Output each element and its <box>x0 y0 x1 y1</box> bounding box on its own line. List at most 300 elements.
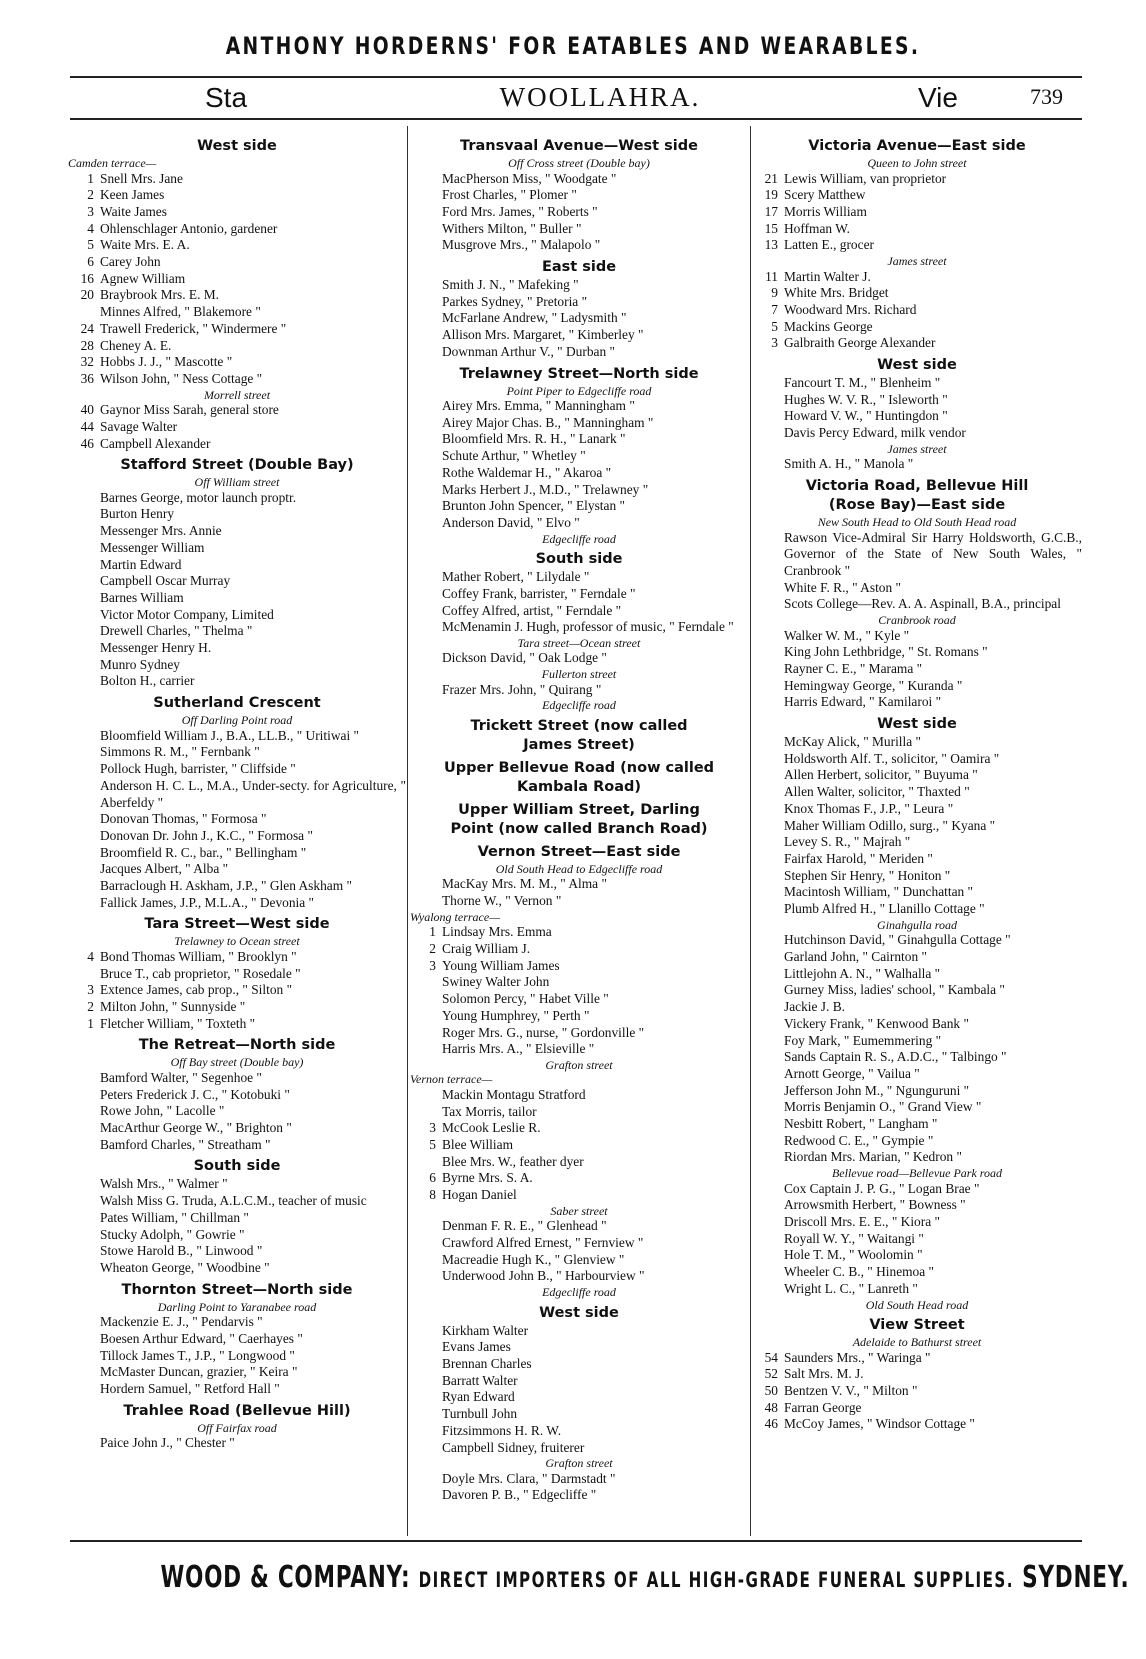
resident-entry: Bamford Walter, " Segenhoe " <box>100 1069 262 1085</box>
resident-entry: Schute Arthur, " Whetley " <box>442 448 586 464</box>
numbered-entry <box>752 221 1082 238</box>
resident-name: Hogan Daniel <box>442 1187 517 1203</box>
resident-name: Wilson John, " Ness Cottage " <box>100 370 263 386</box>
resident-name: Waite James <box>100 203 167 219</box>
house-number: 44 <box>80 418 94 434</box>
resident-entry: Underwood John B., " Harbourview " <box>442 1268 645 1284</box>
street-heading: Victoria Road, Bellevue Hill <box>805 478 1029 495</box>
resident-entry: Rowe John, " Lacolle " <box>100 1103 225 1119</box>
numbered-entry <box>68 187 406 204</box>
cross-street-note: Old South Head to Edgecliffe road <box>495 861 663 876</box>
resident-entry: Stowe Harold B., " Linwood " <box>100 1243 263 1259</box>
resident-entry: Rothe Waldemar H., " Akaroa " <box>442 464 612 480</box>
street-heading: The Retreat—North side <box>138 1037 336 1054</box>
house-number: 15 <box>764 220 778 236</box>
numbered-entry <box>752 1400 1082 1417</box>
resident-entry: Allen Walter, solicitor, " Thaxted " <box>784 784 970 800</box>
resident-entry: Barratt Walter <box>442 1372 518 1388</box>
resident-entry: Stucky Adolph, " Gowrie " <box>100 1226 245 1242</box>
street-heading: Tara Street—West side <box>144 916 330 933</box>
resident-entry: Hole T. M., " Woolomin " <box>784 1247 923 1263</box>
house-number: 13 <box>764 237 778 253</box>
terrace-label: Vernon terrace— <box>410 1072 493 1087</box>
resident-entry: Fairfax Harold, " Meriden " <box>784 851 933 866</box>
resident-entry: Anderson David, " Elvo " <box>442 514 580 530</box>
resident-entry: Coffey Frank, barrister, " Ferndale " <box>442 585 636 601</box>
resident-entry: Hughes W. V. R., " Isleworth " <box>784 391 948 407</box>
resident-entry: Fancourt T. M., " Blenheim " <box>784 375 941 391</box>
resident-entry: Vickery Frank, " Kenwood Bank " <box>784 1015 969 1031</box>
header-right-guideword: Vie <box>918 82 958 113</box>
resident-entry: Frost Charles, " Plomer " <box>442 187 577 203</box>
cross-street-note: Adelaide to Bathurst street <box>852 1335 982 1350</box>
street-heading: West side <box>539 1304 619 1321</box>
resident-entry: Turnbull John <box>442 1406 518 1422</box>
cross-street-note: Morrell street <box>203 387 271 402</box>
resident-entry: McFarlane Andrew, " Ladysmith " <box>442 310 627 326</box>
numbered-entry <box>68 287 406 304</box>
resident-name: Scery Matthew <box>784 187 866 203</box>
house-number: 4 <box>87 948 94 964</box>
cross-street-note: Edgecliffe road <box>542 531 616 546</box>
resident-name: Milton John, " Sunnyside " <box>100 999 246 1015</box>
resident-entry: Davoren P. B., " Edgecliffe " <box>442 1487 597 1503</box>
street-heading: Kambala Road) <box>516 778 641 795</box>
house-number: 3 <box>429 1120 436 1136</box>
house-number: 46 <box>764 1416 778 1432</box>
resident-name: Carey John <box>100 254 161 270</box>
resident-entry: Campbell Oscar Murray <box>100 573 231 589</box>
house-number: 5 <box>429 1137 436 1153</box>
resident-entry: Airey Major Chas. B., " Manningham " <box>442 414 654 430</box>
house-number: 4 <box>87 220 94 236</box>
resident-entry: Kirkham Walter <box>442 1322 529 1338</box>
resident-entry: Doyle Mrs. Clara, " Darmstadt " <box>442 1470 616 1486</box>
resident-entry: Anderson H. C. L., M.A., Under-secty. for Agriculture, " Aberfeldy " <box>100 777 406 810</box>
house-number: 3 <box>771 335 778 351</box>
resident-entry: Bamford Charles, " Streatham " <box>100 1136 271 1152</box>
house-number: 32 <box>80 354 94 370</box>
header-rule-top <box>70 76 1082 78</box>
resident-entry: MacPherson Miss, " Woodgate " <box>442 170 617 186</box>
top-banner: ANTHONY HORDERNS' FOR EATABLES AND WEARABLES. <box>225 32 921 60</box>
resident-entry: Coffey Alfred, artist, " Ferndale " <box>442 602 622 618</box>
house-number: 16 <box>80 270 94 286</box>
resident-name: Galbraith George Alexander <box>784 335 936 351</box>
resident-entry: Burton Henry <box>100 506 175 522</box>
resident-name: Fletcher William, " Toxteth " <box>100 1015 256 1031</box>
resident-name: Blee William <box>442 1137 513 1153</box>
house-number: 17 <box>764 203 778 219</box>
house-number: 19 <box>764 187 778 203</box>
resident-entry: Denman F. R. E., " Glenhead " <box>442 1218 607 1234</box>
resident-entry: Thorne W., " Vernon " <box>442 893 562 909</box>
resident-name: Salt Mrs. M. J. <box>784 1366 864 1382</box>
resident-entry: Foy Mark, " Eumemmering " <box>784 1032 942 1048</box>
numbered-entry <box>68 204 406 221</box>
house-number: 1 <box>87 170 94 186</box>
resident-entry: Morris Benjamin O., " Grand View " <box>784 1099 982 1115</box>
resident-entry: Evans James <box>442 1339 511 1355</box>
resident-entry: Royall W. Y., " Waitangi " <box>784 1230 924 1246</box>
numbered-entry <box>410 958 748 975</box>
header-suburb-title: WOOLLAHRA. <box>499 82 701 112</box>
resident-entry: Messenger William <box>100 539 205 555</box>
street-heading: West side <box>197 138 277 154</box>
resident-entry: Hemingway George, " Kuranda " <box>784 677 963 693</box>
resident-entry: White F. R., " Aston " <box>784 579 901 595</box>
street-heading: South side <box>193 1158 281 1175</box>
resident-entry: Marks Herbert J., M.D., " Trelawney " <box>442 481 649 497</box>
resident-entry: Brennan Charles <box>442 1356 532 1372</box>
street-heading: Victoria Avenue—East side <box>808 138 1026 154</box>
resident-name: Braybrook Mrs. E. M. <box>100 287 220 303</box>
resident-entry: Mackenzie E. J., " Pendarvis " <box>100 1314 263 1330</box>
numbered-entry <box>752 285 1082 302</box>
street-heading: East side <box>541 259 617 276</box>
numbered-entry <box>752 171 1082 188</box>
resident-entry: Macintosh William, " Dunchattan " <box>784 884 974 900</box>
numbered-entry <box>68 999 406 1016</box>
resident-entry: Messenger Henry H. <box>100 640 212 656</box>
street-heading: Vernon Street—East side <box>477 843 681 860</box>
street-heading: South side <box>535 551 623 568</box>
column-divider-1 <box>407 126 408 1536</box>
house-number: 8 <box>429 1187 436 1203</box>
terrace-label: Camden terrace— <box>68 156 157 170</box>
numbered-entry <box>752 1383 1082 1400</box>
cross-street-note: Grafton street <box>545 1057 613 1072</box>
numbered-entry <box>68 271 406 288</box>
house-number: 2 <box>87 999 94 1015</box>
street-heading: Trahlee Road (Bellevue Hill) <box>123 1402 351 1419</box>
resident-entry: Cox Captain J. P. G., " Logan Brae " <box>784 1180 980 1196</box>
cross-street-note: Old South Head road <box>865 1297 969 1312</box>
resident-entry: Wheaton George, " Woodbine " <box>100 1259 270 1275</box>
house-number: 54 <box>764 1349 778 1365</box>
resident-entry: Ryan Edward <box>442 1389 515 1405</box>
footer-company: WOOD & COMPANY: <box>160 1560 411 1595</box>
resident-entry: Wheeler C. B., " Hinemoa " <box>784 1264 935 1280</box>
house-number: 21 <box>764 170 778 186</box>
house-number: 20 <box>80 287 94 303</box>
resident-name: Byrne Mrs. S. A. <box>442 1170 533 1186</box>
street-heading: West side <box>877 357 957 374</box>
resident-entry: Drewell Charles, " Thelma " <box>100 623 253 639</box>
resident-entry: Barraclough H. Askham, J.P., " Glen Askham " <box>100 878 352 894</box>
house-number: 5 <box>771 318 778 334</box>
resident-entry: Minnes Alfred, " Blakemore " <box>100 304 261 320</box>
house-number: 7 <box>771 301 778 317</box>
resident-entry: Jefferson John M., " Ngunguruni " <box>784 1082 970 1098</box>
resident-entry: Peters Frederick J. C., " Kotobuki " <box>100 1086 290 1102</box>
resident-entry: Smith A. H., " Manola " <box>784 456 914 472</box>
numbered-entry <box>752 302 1082 319</box>
house-number: 2 <box>87 187 94 203</box>
resident-entry: Hordern Samuel, " Retford Hall " <box>100 1380 280 1396</box>
resident-entry: Broomfield R. C., bar., " Bellingham " <box>100 844 307 860</box>
resident-entry: Maher William Odillo, surg., " Kyana " <box>784 817 996 833</box>
resident-entry: Harris Edward, " Kamilaroi " <box>784 694 942 710</box>
street-heading: Trickett Street (now called <box>470 717 688 734</box>
cross-street-note: Tara street—Ocean street <box>517 635 641 650</box>
cross-street-note: Grafton street <box>545 1456 613 1471</box>
cross-street-note: James street <box>887 441 947 456</box>
numbered-entry <box>68 436 406 453</box>
resident-entry: Mackin Montagu Stratford <box>442 1086 586 1102</box>
resident-entry: Parkes Sydney, " Pretoria " <box>442 293 588 309</box>
resident-entry: MacKay Mrs. M. M., " Alma " <box>442 876 607 892</box>
cross-street-note: Fullerton street <box>541 667 617 682</box>
footer-slogan: DIRECT IMPORTERS OF ALL HIGH-GRADE FUNERAL SUPPLIES. <box>418 1568 1014 1592</box>
resident-entry: MacArthur George W., " Brighton " <box>100 1120 292 1136</box>
resident-entry: Walsh Miss G. Truda, A.L.C.M., teacher of music <box>100 1193 367 1209</box>
resident-entry: McKay Alick, " Murilla " <box>784 734 922 750</box>
house-number: 36 <box>80 370 94 386</box>
resident-entry: Scots College—Rev. A. A. Aspinall, B.A., principal <box>784 596 1061 612</box>
resident-entry: Rawson Vice-Admiral Sir Harry Holdsworth, G.C.B., Governor of the State of New South Wales, " Cranbrook " <box>784 529 1082 578</box>
numbered-entry <box>752 319 1082 336</box>
numbered-entry <box>410 1187 748 1204</box>
street-heading: Upper William Street, Darling <box>458 801 700 818</box>
resident-entry: Blee Mrs. W., feather dyer <box>442 1153 584 1169</box>
resident-name: Campbell Alexander <box>100 435 211 451</box>
resident-name: Hobbs J. J., " Mascotte " <box>100 354 233 370</box>
resident-entry: Plumb Alfred H., " Llanillo Cottage " <box>784 901 985 917</box>
house-number: 24 <box>80 320 94 336</box>
house-number: 6 <box>87 254 94 270</box>
numbered-entry <box>68 402 406 419</box>
cross-street-note: Off Darling Point road <box>181 713 293 728</box>
resident-entry: Knox Thomas F., J.P., " Leura " <box>784 800 954 816</box>
resident-name: Hoffman W. <box>784 220 850 236</box>
resident-name: Latten E., grocer <box>784 237 874 253</box>
resident-entry: Holdsworth Alf. T., solicitor, " Oamira " <box>784 750 1000 766</box>
house-number: 1 <box>429 924 436 940</box>
house-number: 52 <box>764 1366 778 1382</box>
resident-entry: Ford Mrs. James, " Roberts " <box>442 203 598 219</box>
resident-entry: Riordan Mrs. Marian, " Kedron " <box>784 1149 962 1165</box>
numbered-entry <box>752 269 1082 286</box>
cross-street-note: James street <box>887 254 947 269</box>
cross-street-note: Off Cross street (Double bay) <box>508 156 650 170</box>
numbered-entry <box>68 1016 406 1033</box>
numbered-entry <box>410 941 748 958</box>
resident-entry: Davis Percy Edward, milk vendor <box>784 425 966 441</box>
resident-entry: Boesen Arthur Edward, " Caerhayes " <box>100 1330 303 1346</box>
resident-name: Bentzen V. V., " Milton " <box>784 1382 918 1398</box>
resident-entry: Martin Edward <box>100 556 182 572</box>
house-number: 40 <box>80 402 94 418</box>
resident-entry: Walker W. M., " Kyle " <box>784 627 910 643</box>
directory-column-3 <box>752 133 1082 1433</box>
footer-city: SYDNEY. <box>1022 1560 1130 1595</box>
column-divider-2 <box>750 126 751 1536</box>
footer-advertisement <box>160 1560 1130 1595</box>
resident-entry: Barnes William <box>100 589 184 605</box>
cross-street-note: Off Bay street (Double bay) <box>170 1055 304 1070</box>
resident-entry: Downman Arthur V., " Durban " <box>442 343 615 359</box>
terrace-label: Wyalong terrace— <box>410 909 500 924</box>
cross-street-note: New South Head to Old South Head road <box>817 515 1017 530</box>
footer-rule <box>70 1540 1082 1542</box>
numbered-entry <box>752 237 1082 254</box>
resident-name: Keen James <box>100 187 165 203</box>
cross-street-note: Queen to John street <box>867 156 967 170</box>
resident-entry: Levey S. R., " Majrah " <box>784 834 911 850</box>
numbered-entry <box>68 221 406 238</box>
resident-entry: Donovan Thomas, " Formosa " <box>100 811 267 827</box>
numbered-entry <box>752 335 1082 352</box>
resident-name: Extence James, cab prop., " Silton " <box>100 982 293 998</box>
resident-entry: Pates William, " Chillman " <box>100 1209 249 1225</box>
house-number: 9 <box>771 285 778 301</box>
resident-entry: Stephen Sir Henry, " Honiton " <box>784 867 951 883</box>
numbered-entry <box>752 187 1082 204</box>
resident-entry: Solomon Percy, " Habet Ville " <box>442 991 609 1007</box>
numbered-entry <box>752 1416 1082 1433</box>
cross-street-note: Off William street <box>194 475 280 490</box>
resident-entry: Paice John J., " Chester " <box>100 1435 235 1451</box>
house-number: 3 <box>429 957 436 973</box>
house-number: 46 <box>80 435 94 451</box>
resident-name: Farran George <box>784 1399 862 1415</box>
street-heading: James Street) <box>523 736 635 753</box>
resident-entry: Barnes George, motor launch proptr. <box>100 489 297 505</box>
resident-entry: Macreadie Hugh K., " Glenview " <box>442 1251 625 1267</box>
resident-entry: Bloomfield William J., B.A., LL.B., " Uritiwai " <box>100 727 359 743</box>
numbered-entry <box>68 171 406 188</box>
house-number: 28 <box>80 337 94 353</box>
resident-entry: Bolton H., carrier <box>100 673 195 689</box>
resident-entry: Howard V. W., " Huntingdon " <box>784 408 948 424</box>
resident-entry: Brunton John Spencer, " Elystan " <box>442 498 625 514</box>
resident-entry: Allison Mrs. Margaret, " Kimberley " <box>442 327 644 343</box>
resident-entry: Tillock James T., J.P., " Longwood " <box>100 1347 295 1363</box>
street-heading: Point (now called Branch Road) <box>450 820 708 837</box>
numbered-entry <box>68 949 406 966</box>
cross-street-note: Trelawney to Ocean street <box>174 934 300 949</box>
resident-entry: Crawford Alfred Ernest, " Fernview " <box>442 1235 644 1251</box>
resident-entry: Harris Mrs. A., " Elsieville " <box>442 1041 595 1057</box>
cross-street-note: Point Piper to Edgecliffe road <box>506 383 652 398</box>
resident-entry: Allen Herbert, solicitor, " Buyuma " <box>784 767 978 783</box>
resident-name: McCook Leslie R. <box>442 1120 541 1136</box>
resident-entry: Mather Robert, " Lilydale " <box>442 569 590 585</box>
resident-entry: Young Humphrey, " Perth " <box>442 1007 590 1023</box>
resident-entry: McMenamin J. Hugh, professor of music, " Ferndale " <box>442 619 734 635</box>
street-heading: Thornton Street—North side <box>121 1281 353 1298</box>
resident-entry: Bloomfield Mrs. R. H., " Lanark " <box>442 431 626 447</box>
resident-entry: Donovan Dr. John J., K.C., " Formosa " <box>100 827 313 843</box>
numbered-entry <box>410 1137 748 1154</box>
cross-street-note: Cranbrook road <box>878 613 956 628</box>
resident-name: Morris William <box>784 203 867 219</box>
numbered-entry <box>68 321 406 338</box>
resident-entry: Arrowsmith Herbert, " Bowness " <box>784 1197 966 1213</box>
numbered-entry <box>752 204 1082 221</box>
resident-name: Waite Mrs. E. A. <box>100 237 190 253</box>
house-number: 50 <box>764 1382 778 1398</box>
page-number: 739 <box>1030 84 1063 109</box>
resident-name: Saunders Mrs., " Waringa " <box>784 1349 931 1365</box>
resident-entry: King John Lethbridge, " St. Romans " <box>784 644 988 660</box>
resident-entry: Roger Mrs. G., nurse, " Gordonville " <box>442 1024 645 1040</box>
directory-column-2 <box>410 133 748 1504</box>
resident-entry: Garland John, " Cairnton " <box>784 949 927 965</box>
cross-street-note: Edgecliffe road <box>542 1285 616 1300</box>
cross-street-note: Saber street <box>550 1203 608 1218</box>
numbered-entry <box>68 982 406 999</box>
numbered-entry <box>410 1170 748 1187</box>
numbered-entry <box>68 237 406 254</box>
resident-entry: Rayner C. E., " Marama " <box>784 660 923 676</box>
cross-street-note: Edgecliffe road <box>542 698 616 713</box>
resident-entry: Victor Motor Company, Limited <box>100 606 274 622</box>
street-heading: Stafford Street (Double Bay) <box>120 457 354 474</box>
house-number: 5 <box>87 237 94 253</box>
street-heading: Upper Bellevue Road (now called <box>443 759 715 776</box>
numbered-entry <box>410 1120 748 1137</box>
resident-entry: Sands Captain R. S., A.D.C., " Talbingo " <box>784 1049 1007 1065</box>
house-number: 2 <box>429 940 436 956</box>
street-heading: Sutherland Crescent <box>153 695 321 712</box>
resident-entry: Bruce T., cab proprietor, " Rosedale " <box>100 965 301 981</box>
street-heading: West side <box>877 716 957 733</box>
resident-entry: Arnott George, " Vailua " <box>784 1065 920 1081</box>
resident-entry: Pollock Hugh, barrister, " Cliffside " <box>100 761 296 777</box>
resident-name: White Mrs. Bridget <box>784 285 889 301</box>
resident-name: Mackins George <box>784 318 873 334</box>
resident-entry: Smith J. N., " Mafeking " <box>442 277 579 293</box>
resident-entry: Campbell Sidney, fruiterer <box>442 1439 585 1455</box>
resident-name: Martin Walter J. <box>784 268 871 284</box>
house-number: 3 <box>87 982 94 998</box>
house-number: 11 <box>765 268 778 284</box>
numbered-entry <box>68 419 406 436</box>
resident-name: Gaynor Miss Sarah, general store <box>100 402 279 418</box>
resident-entry: Airey Mrs. Emma, " Manningham " <box>442 398 635 414</box>
resident-entry: Swiney Walter John <box>442 974 550 990</box>
resident-entry: Musgrove Mrs., " Malapolo " <box>442 237 601 253</box>
house-number: 1 <box>87 1015 94 1031</box>
resident-entry: Nesbitt Robert, " Langham " <box>784 1116 938 1132</box>
resident-entry: Gurney Miss, ladies' school, " Kambala " <box>784 982 1005 998</box>
resident-name: Craig William J. <box>442 940 531 956</box>
resident-name: Trawell Frederick, " Windermere " <box>100 320 287 336</box>
cross-street-note: Off Fairfax road <box>197 1420 277 1435</box>
resident-name: Snell Mrs. Jane <box>100 170 183 186</box>
street-heading: (Rose Bay)—East side <box>828 497 1006 514</box>
resident-name: Lindsay Mrs. Emma <box>442 924 552 940</box>
directory-column-1 <box>68 133 406 1452</box>
numbered-entry <box>68 371 406 388</box>
resident-name: Cheney A. E. <box>100 337 172 353</box>
street-heading: Trelawney Street—North side <box>459 365 699 382</box>
resident-entry: Withers Milton, " Buller " <box>442 220 582 236</box>
resident-entry: Walsh Mrs., " Walmer " <box>100 1176 228 1192</box>
header-left-guideword: Sta <box>205 82 248 113</box>
resident-entry: Littlejohn A. N., " Walhalla " <box>784 965 941 981</box>
header-rule-bottom <box>70 118 1082 120</box>
numbered-entry <box>410 924 748 941</box>
resident-entry: Fitzsimmons H. R. W. <box>442 1422 562 1438</box>
resident-entry: Jacques Albert, " Alba " <box>100 861 229 877</box>
cross-street-note: Bellevue road—Bellevue Park road <box>831 1166 1003 1181</box>
resident-entry: Jackie J. B. <box>784 999 845 1015</box>
resident-entry: Munro Sydney <box>100 656 180 672</box>
resident-name: McCoy James, " Windsor Cottage " <box>784 1416 975 1432</box>
